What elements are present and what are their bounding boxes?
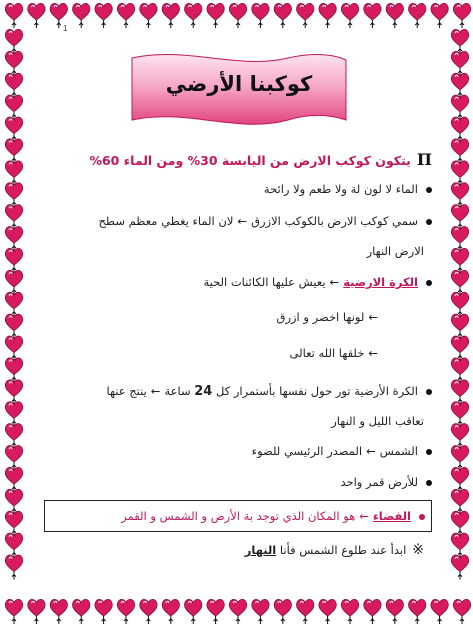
heart-balloon-icon <box>296 3 313 28</box>
heart-balloon-icon <box>28 3 45 28</box>
heart-balloon-icon <box>184 3 201 28</box>
bullet-icon <box>426 449 432 455</box>
heart-balloon-icon <box>453 3 470 28</box>
heart-balloon-icon <box>28 599 45 624</box>
heart-balloon-icon <box>319 599 336 624</box>
heart-balloon-icon <box>451 95 468 120</box>
heart-balloon-icon <box>229 599 246 624</box>
heart-balloon-icon <box>274 3 291 28</box>
heart-balloon-icon <box>451 336 468 361</box>
heart-balloon-icon <box>5 73 22 98</box>
left-arrow-icon: ← <box>329 275 340 289</box>
heart-balloon-icon <box>72 3 89 28</box>
heart-balloon-icon <box>117 3 134 28</box>
riddle-answer: النهار <box>244 543 277 557</box>
left-arrow-icon: ← <box>368 310 378 324</box>
heart-balloon-icon <box>207 3 224 28</box>
bullet-icon <box>426 187 432 193</box>
heart-balloon-icon <box>451 467 468 492</box>
heart-balloon-icon <box>386 599 403 624</box>
heart-balloon-icon <box>5 446 22 471</box>
heart-balloon-icon <box>451 227 468 252</box>
heart-balloon-icon <box>5 139 22 164</box>
heart-balloon-icon <box>5 292 22 317</box>
heart-balloon-icon <box>451 139 468 164</box>
heart-balloon-icon <box>95 599 112 624</box>
heart-balloon-icon <box>451 183 468 208</box>
list-item: الكرة الارضية←يعيش عليها الكائنات الحية <box>44 275 432 289</box>
heart-balloon-icon <box>162 3 179 28</box>
sub-item: ←خلقها الله تعالى <box>289 346 378 360</box>
heart-balloon-icon <box>5 95 22 120</box>
bullet-icon <box>426 389 432 395</box>
left-arrow-icon: ← <box>150 384 161 398</box>
left-arrow-icon: ← <box>368 346 378 360</box>
page-title: كوكبنا الأرضي <box>165 72 313 96</box>
heart-balloon-icon <box>5 51 22 76</box>
heart-balloon-icon <box>5 533 22 558</box>
list-item: الكرة الأرضية تور حول نفسها بأستمرار كل 24 ساعة←ينتج عنها <box>44 384 432 399</box>
sub-item: ←لونها اخضر و ازرق <box>276 310 378 324</box>
heart-balloon-icon <box>341 599 358 624</box>
heart-balloon-icon <box>5 161 22 186</box>
heart-balloon-icon <box>5 314 22 339</box>
heart-balloon-icon <box>451 205 468 230</box>
heart-balloon-icon <box>364 599 381 624</box>
heart-balloon-icon <box>229 3 246 28</box>
riddle-note: ※ابدأ عند طلوع الشمس فأنا النهار <box>244 542 424 558</box>
definition-box <box>44 500 432 532</box>
heart-balloon-icon <box>451 161 468 186</box>
heart-balloon-icon <box>140 599 157 624</box>
heart-balloon-icon <box>5 248 22 273</box>
heart-balloon-icon <box>5 402 22 427</box>
heart-balloon-icon <box>5 489 22 514</box>
heart-balloon-icon <box>274 599 291 624</box>
heart-balloon-icon <box>5 227 22 252</box>
heart-balloon-icon <box>431 3 448 28</box>
heart-balloon-icon <box>184 599 201 624</box>
heading <box>44 150 432 169</box>
left-arrow-icon: ← <box>237 214 248 228</box>
heart-balloon-icon <box>451 292 468 317</box>
bullet-icon <box>426 280 432 286</box>
heart-balloon-icon <box>5 380 22 405</box>
bullet-icon <box>419 514 425 520</box>
heart-balloon-icon <box>5 117 22 142</box>
heart-balloon-icon <box>5 3 22 28</box>
heart-balloon-icon <box>451 314 468 339</box>
heart-balloon-icon <box>5 205 22 230</box>
heart-balloon-icon <box>451 358 468 383</box>
left-arrow-icon: ← <box>366 444 376 458</box>
heart-balloon-icon <box>5 467 22 492</box>
list-item: للأرض قمر واحد <box>44 475 432 489</box>
pi-symbol: Π <box>416 150 432 169</box>
heart-balloon-icon <box>5 358 22 383</box>
heading-text: يتكون كوكب الارض من اليابسة 30% ومن الماء 60% <box>89 153 411 168</box>
heart-balloon-icon <box>50 599 67 624</box>
heart-balloon-icon <box>252 599 269 624</box>
heart-balloon-icon <box>341 3 358 28</box>
heart-balloon-icon <box>5 599 22 624</box>
heart-balloon-icon <box>5 424 22 449</box>
list-item-continued: الارض النهار <box>366 244 424 258</box>
heart-balloon-icon <box>408 3 425 28</box>
heart-balloon-icon <box>451 248 468 273</box>
list-item-continued: تعاقب الليل و النهار <box>331 414 424 428</box>
heart-balloon-icon <box>5 336 22 361</box>
left-arrow-icon: ← <box>359 509 369 523</box>
heart-balloon-icon <box>364 3 381 28</box>
heart-balloon-icon <box>319 3 336 28</box>
heart-balloon-icon <box>451 270 468 295</box>
heart-balloon-icon <box>408 599 425 624</box>
heart-balloon-icon <box>386 3 403 28</box>
heart-balloon-icon <box>451 402 468 427</box>
heart-balloon-icon <box>451 555 468 580</box>
heart-balloon-icon <box>451 117 468 142</box>
heart-balloon-icon <box>72 599 89 624</box>
heart-balloon-icon <box>5 511 22 536</box>
list-item: الشمس←المصدر الرئيسي للضوء <box>44 444 432 458</box>
bullet-icon <box>426 480 432 486</box>
reference-mark-icon: ※ <box>412 542 424 558</box>
heart-balloon-icon <box>5 270 22 295</box>
list-item: الماء لا لون لة ولا طعم ولا رائحة <box>44 182 432 196</box>
heart-balloon-icon <box>451 51 468 76</box>
heart-balloon-icon <box>451 424 468 449</box>
heart-balloon-icon <box>140 3 157 28</box>
heart-balloon-icon <box>451 446 468 471</box>
heart-balloon-icon <box>5 183 22 208</box>
heart-balloon-icon <box>453 599 470 624</box>
heart-balloon-icon <box>117 599 134 624</box>
heart-balloon-icon <box>451 29 468 54</box>
heart-balloon-icon <box>162 599 179 624</box>
heart-balloon-icon <box>431 599 448 624</box>
heart-balloon-icon <box>451 533 468 558</box>
heart-balloon-icon <box>451 380 468 405</box>
heart-balloon-icon <box>451 489 468 514</box>
list-item: الفضاء←هو المكان الذي توجد بة الأرض و الشمس و القمر <box>121 509 425 523</box>
page-number: 1 <box>63 24 68 33</box>
heart-balloon-icon <box>296 599 313 624</box>
heart-balloon-icon <box>207 599 224 624</box>
heart-balloon-icon <box>451 73 468 98</box>
heart-balloon-icon <box>451 511 468 536</box>
heart-balloon-icon <box>252 3 269 28</box>
heart-balloon-icon <box>5 555 22 580</box>
heart-balloon-icon <box>95 3 112 28</box>
heart-balloon-icon <box>5 29 22 54</box>
bullet-icon <box>426 219 432 225</box>
list-item: سمي كوكب الارض بالكوكب الازرق←لان الماء يغطي معظم سطح <box>44 214 432 228</box>
